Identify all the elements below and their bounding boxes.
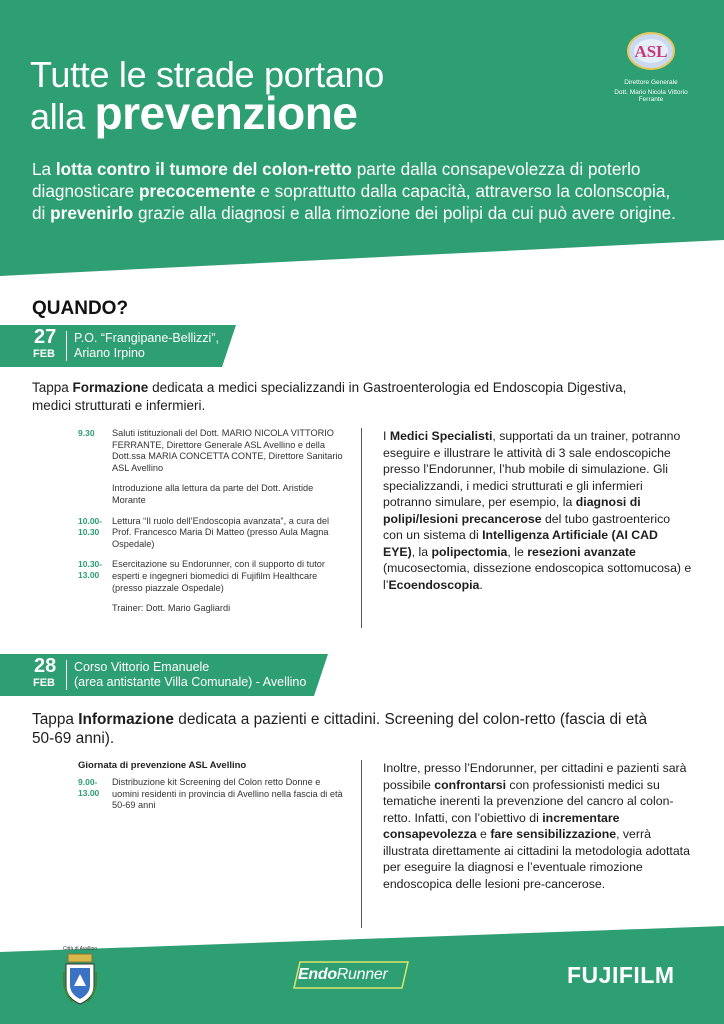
title-highlight: prevenzione xyxy=(94,87,358,139)
coat-of-arms-icon xyxy=(60,952,100,1006)
program-time: 10.30- 13.00 xyxy=(78,559,103,581)
program-time: 9.30 xyxy=(78,428,95,438)
emphasis-text: Formazione xyxy=(72,380,149,395)
body-text: e soprattutto dalla capacità, attraverso la colonscopia, di xyxy=(32,181,671,223)
event-location: P.O. “Frangipane-Bellizzi”, Ariano Irpino xyxy=(74,331,219,360)
emphasis-text: precocemente xyxy=(139,181,256,201)
city-coat-of-arms xyxy=(60,946,100,1011)
program-time: 10.00- 10.30 xyxy=(78,515,103,537)
asl-caption-2: Dott. Mario Nicola Vittorio Ferrante xyxy=(614,88,688,103)
event1-description xyxy=(32,379,632,415)
body-text: grazie alla diagnosi e alla rimozione dei polipi da cui può avere origine. xyxy=(133,203,676,223)
body-text: , supportati da un trainer, potranno eseguire e illustrare le attività di 3 sale endoscopiche presso l’Endorunner, l’hub mobile di simulazione. Gli specializzandi, i medici strutturati e gli infermieri potranno simulare, per esempio, la xyxy=(383,429,681,509)
body-text: La xyxy=(32,159,56,179)
program-text: Trainer: Dott. Mario Gagliardi xyxy=(112,603,231,614)
event-location: Corso Vittorio Emanuele (area antistante Villa Comunale) - Avellino xyxy=(74,660,307,689)
coat-of-arms-caption: Città di Avellino xyxy=(62,946,98,952)
asl-caption-1: Direttore Generale xyxy=(624,79,678,86)
body-text: del tubo gastroenterico con un sistema di xyxy=(383,511,671,542)
column-divider xyxy=(361,760,362,928)
asl-logo xyxy=(612,30,690,104)
section-heading-when: QUANDO? xyxy=(32,298,129,319)
body-text: e xyxy=(476,827,491,841)
emphasis-text: Informazione xyxy=(78,711,174,728)
program-row xyxy=(78,483,348,506)
body-text: I xyxy=(383,429,390,443)
event-date-tag-28 xyxy=(0,654,328,696)
emphasis-text: incrementare consapevolezza xyxy=(383,810,620,841)
event-month: FEB xyxy=(33,677,55,689)
event2-program xyxy=(78,760,348,821)
title-line-2: alla prevenzione xyxy=(30,87,358,139)
emphasis-text: Medici Specialisti xyxy=(389,429,493,443)
svg-text:ASL: ASL xyxy=(634,42,668,61)
endorunner-logo: EndoRunner xyxy=(292,960,410,990)
body-text: , la xyxy=(411,544,432,559)
program-time: 9.00- 13.00 xyxy=(78,777,100,798)
event-day: 27 xyxy=(34,326,57,348)
emphasis-text: confrontarsi xyxy=(434,777,507,792)
program-title: Giornata di prevenzione ASL Avellino xyxy=(78,760,247,771)
program-time xyxy=(78,603,112,615)
event-date-tag-27 xyxy=(0,325,236,367)
body-text: Tappa xyxy=(32,380,73,395)
column-divider xyxy=(361,428,362,628)
page-title xyxy=(30,54,384,139)
program-row xyxy=(78,603,348,615)
event2-details xyxy=(383,760,693,892)
asl-logo-icon xyxy=(625,30,677,72)
tag-divider xyxy=(66,660,67,690)
emphasis-text: prevenirlo xyxy=(50,203,134,223)
tag-divider xyxy=(66,331,67,361)
body-text: Inoltre, presso l’Endorunner, per cittadini e pazienti sarà possibile xyxy=(383,761,687,792)
event-day: 28 xyxy=(34,655,57,677)
emphasis-text: resezioni avanzate xyxy=(527,544,636,559)
title-line-1: Tutte le strade portano xyxy=(30,54,384,95)
body-text: dedicata a pazienti e cittadini. Screening del colon-retto (fascia di età 50-69 anni). xyxy=(32,711,648,747)
body-text: , le xyxy=(507,544,528,559)
body-text: Tappa xyxy=(32,711,79,728)
program-text: Saluti istituzionali del Dott. MARIO NICOLA VITTORIO FERRANTE, Direttore Generale ASL Avellino e della Dott.ssa MARIA CONCETTA CONTE, Direttore Sanitario ASL Avellino xyxy=(112,428,343,473)
program-text: Introduzione alla lettura da parte del Dott. Aristide Morante xyxy=(112,483,314,505)
emphasis-text: Ecoendoscopia xyxy=(388,577,480,592)
fujifilm-logo: FUJIFILM xyxy=(567,962,675,988)
event-month: FEB xyxy=(33,348,55,360)
emphasis-text: lotta contro il tumore del colon-retto xyxy=(55,159,352,179)
program-text: Lettura “Il ruolo dell’Endoscopia avanzata”, a cura del Prof. Francesco Maria Di Matteo (presso Aula Magna Ospedale) xyxy=(112,515,330,549)
event1-program xyxy=(78,428,348,624)
body-text: con professionisti medici su tematiche inerenti la prevenzione del cancro al colon-retto. Infatti, con l’obiettivo di xyxy=(383,777,674,825)
body-text: dedicata a medici specializzandi in Gastroenterologia ed Endoscopia Digestiva, medici strutturati e infermieri. xyxy=(32,380,627,413)
body-text: , verrà illustrata direttamente ai cittadini la metodologia adottata per eseguire la diagnosi e l’eventuale rimozione endoscopica delle lesioni pre-cancerose. xyxy=(383,827,690,891)
program-row xyxy=(78,428,348,474)
program-row xyxy=(78,516,348,551)
emphasis-text: polipectomia xyxy=(431,544,508,559)
intro-paragraph xyxy=(32,158,682,224)
event1-details xyxy=(383,428,693,593)
body-text: (mucosectomia, dissezione endoscopica sottomucosa) e l’ xyxy=(383,561,692,592)
program-row xyxy=(78,777,348,812)
emphasis-text: diagnosi di polipi/lesioni precancerose xyxy=(383,495,641,526)
body-text: parte dalla consapevolezza di poterlo diagnosticare xyxy=(32,159,641,201)
program-row xyxy=(78,559,348,594)
body-text: . xyxy=(479,577,483,592)
event2-description xyxy=(32,710,652,748)
emphasis-text: Intelligenza Artificiale (AI CAD EYE) xyxy=(383,528,658,559)
program-text: Esercitazione su Endorunner, con il supporto di tutor esperti e ingegneri biomedici di Fujifilm Healthcare (presso piazzale Ospedale) xyxy=(112,559,325,593)
program-time xyxy=(78,483,112,506)
program-text: Distribuzione kit Screening del Colon retto Donne e uomini residenti in provincia di Avellino nella fascia di età 50-69 anni xyxy=(112,777,343,811)
emphasis-text: fare sensibilizzazione xyxy=(490,827,617,841)
